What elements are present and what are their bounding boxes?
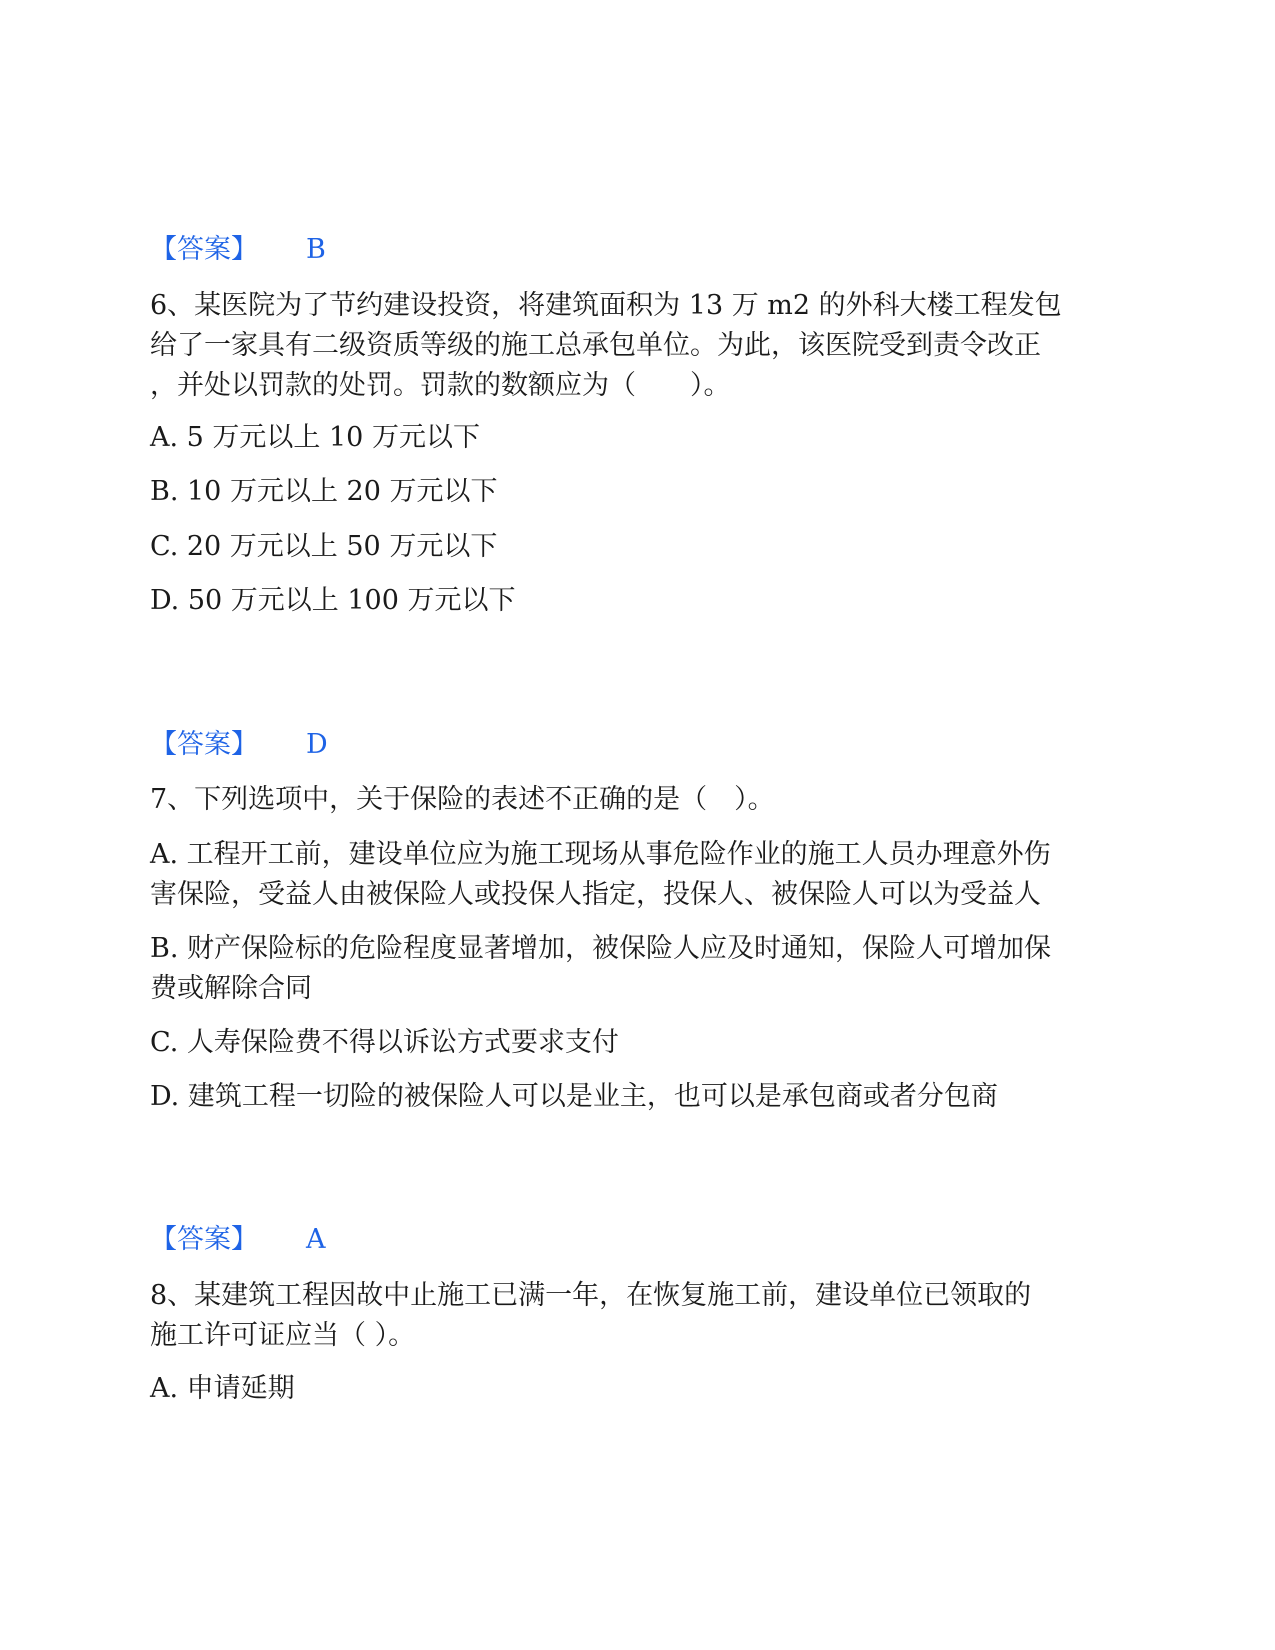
answer-line xyxy=(150,727,1110,763)
question-8-option-a: A. 申请延期 xyxy=(150,1373,295,1404)
question-7-stem: 7、下列选项中，关于保险的表述不正确的是（ ）。 xyxy=(150,784,775,815)
answer-value: D xyxy=(306,729,328,760)
question-6-stem-line-2: 给了一家具有二级资质等级的施工总承包单位。为此，该医院受到责令改正 xyxy=(150,330,1041,361)
question-6-option-c: C. 20 万元以上 50 万元以下 xyxy=(150,531,498,562)
question-7-option-d: D. 建筑工程一切险的被保险人可以是业主，也可以是承包商或者分包商 xyxy=(150,1081,998,1112)
question-6 xyxy=(150,286,1110,406)
question-8-stem-line-2: 施工许可证应当（ ）。 xyxy=(150,1320,416,1351)
answer-label: 【答案】 xyxy=(150,1224,258,1255)
question-7-option-b-line-2: 费或解除合同 xyxy=(150,973,312,1004)
answer-value: A xyxy=(306,1224,326,1255)
question-7-option-b xyxy=(150,929,1110,1009)
question-6-stem-line-1: 6、某医院为了节约建设投资，将建筑面积为 13 万 m2 的外科大楼工程发包 xyxy=(150,290,1062,321)
answer-label: 【答案】 xyxy=(150,234,258,265)
question-7-option-a xyxy=(150,835,1110,915)
answer-value: B xyxy=(306,234,326,265)
question-6-option-a: A. 5 万元以上 10 万元以下 xyxy=(150,422,480,453)
question-6-option-d: D. 50 万元以上 100 万元以下 xyxy=(150,585,516,616)
question-8-stem-line-1: 8、某建筑工程因故中止施工已满一年，在恢复施工前，建设单位已领取的 xyxy=(150,1280,1032,1311)
question-6-stem-line-3: ，并处以罚款的处罚。罚款的数额应为（ ）。 xyxy=(150,370,731,401)
question-8-stem xyxy=(150,1276,1110,1356)
question-7-option-b-line-1: B. 财产保险标的危险程度显著增加，被保险人应及时通知，保险人可增加保 xyxy=(150,933,1052,964)
question-7-option-a-line-2: 害保险，受益人由被保险人或投保人指定，投保人、被保险人可以为受益人 xyxy=(150,879,1041,910)
answer-label: 【答案】 xyxy=(150,729,258,760)
answer-line xyxy=(150,232,1110,268)
answer-line xyxy=(150,1222,1110,1258)
question-6-option-b: B. 10 万元以上 20 万元以下 xyxy=(150,476,498,507)
question-7-option-c: C. 人寿保险费不得以诉讼方式要求支付 xyxy=(150,1027,619,1058)
question-7-option-a-line-1: A. 工程开工前，建设单位应为施工现场从事危险作业的施工人员办理意外伤 xyxy=(150,839,1051,870)
